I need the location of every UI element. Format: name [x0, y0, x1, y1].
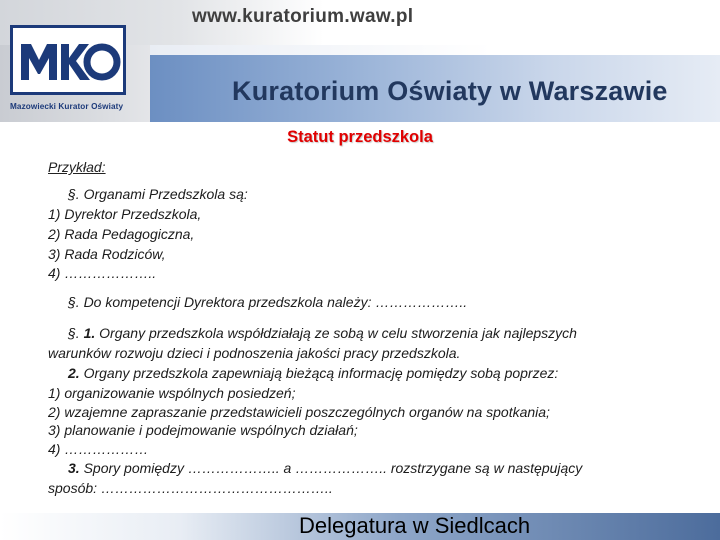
- footer-delegation: Delegatura w Siedlcach: [299, 513, 531, 538]
- item-text: Spory pomiędzy ……………….. a ……………….. rozstrzygane są w następujący: [79, 460, 583, 476]
- text-line: 3) planowanie i podejmowanie wspólnych działań;: [48, 422, 358, 438]
- text-line: [68, 324, 577, 342]
- text-line: [68, 459, 582, 477]
- text-line: sposób: …………………………………………..: [48, 480, 333, 496]
- item-number: 3.: [68, 460, 80, 476]
- text-line: 2) wzajemne zapraszanie przedstawicieli poszczególnych organów na spotkania;: [48, 404, 550, 420]
- item-text: Organy przedszkola współdziałają ze sobą w celu stworzenia jak najlepszych: [95, 325, 577, 341]
- organization-name: Kuratorium Oświaty w Warszawie: [232, 76, 668, 106]
- item-text: Organy przedszkola zapewniają bieżącą informację pomiędzy sobą poprzez:: [79, 365, 559, 381]
- website-url[interactable]: www.kuratorium.waw.pl: [192, 6, 414, 27]
- text-line: §. Organami Przedszkola są:: [68, 186, 248, 202]
- logo-caption: Mazowiecki Kurator Oświaty: [10, 102, 124, 111]
- text-line: 1) organizowanie wspólnych posiedzeń;: [48, 385, 296, 401]
- text-line: 2) Rada Pedagogiczna,: [48, 226, 195, 242]
- item-number: 2.: [68, 365, 80, 381]
- text-line: 4) ………………: [48, 441, 149, 457]
- section-mark: §.: [68, 325, 84, 341]
- text-line: §. Do kompetencji Dyrektora przedszkola należy: ………………..: [68, 294, 468, 310]
- text-line: [68, 364, 558, 382]
- item-number: 1.: [83, 325, 96, 341]
- text-line: 4) ………………..: [48, 265, 157, 281]
- text-line: 1) Dyrektor Przedszkola,: [48, 206, 202, 222]
- document-title: Statut przedszkola: [287, 128, 433, 146]
- text-line: 3) Rada Rodziców,: [48, 246, 166, 262]
- text-line: warunków rozwoju dzieci i podnoszenia jakości pracy przedszkola.: [48, 345, 461, 361]
- example-label: Przykład:: [48, 159, 106, 175]
